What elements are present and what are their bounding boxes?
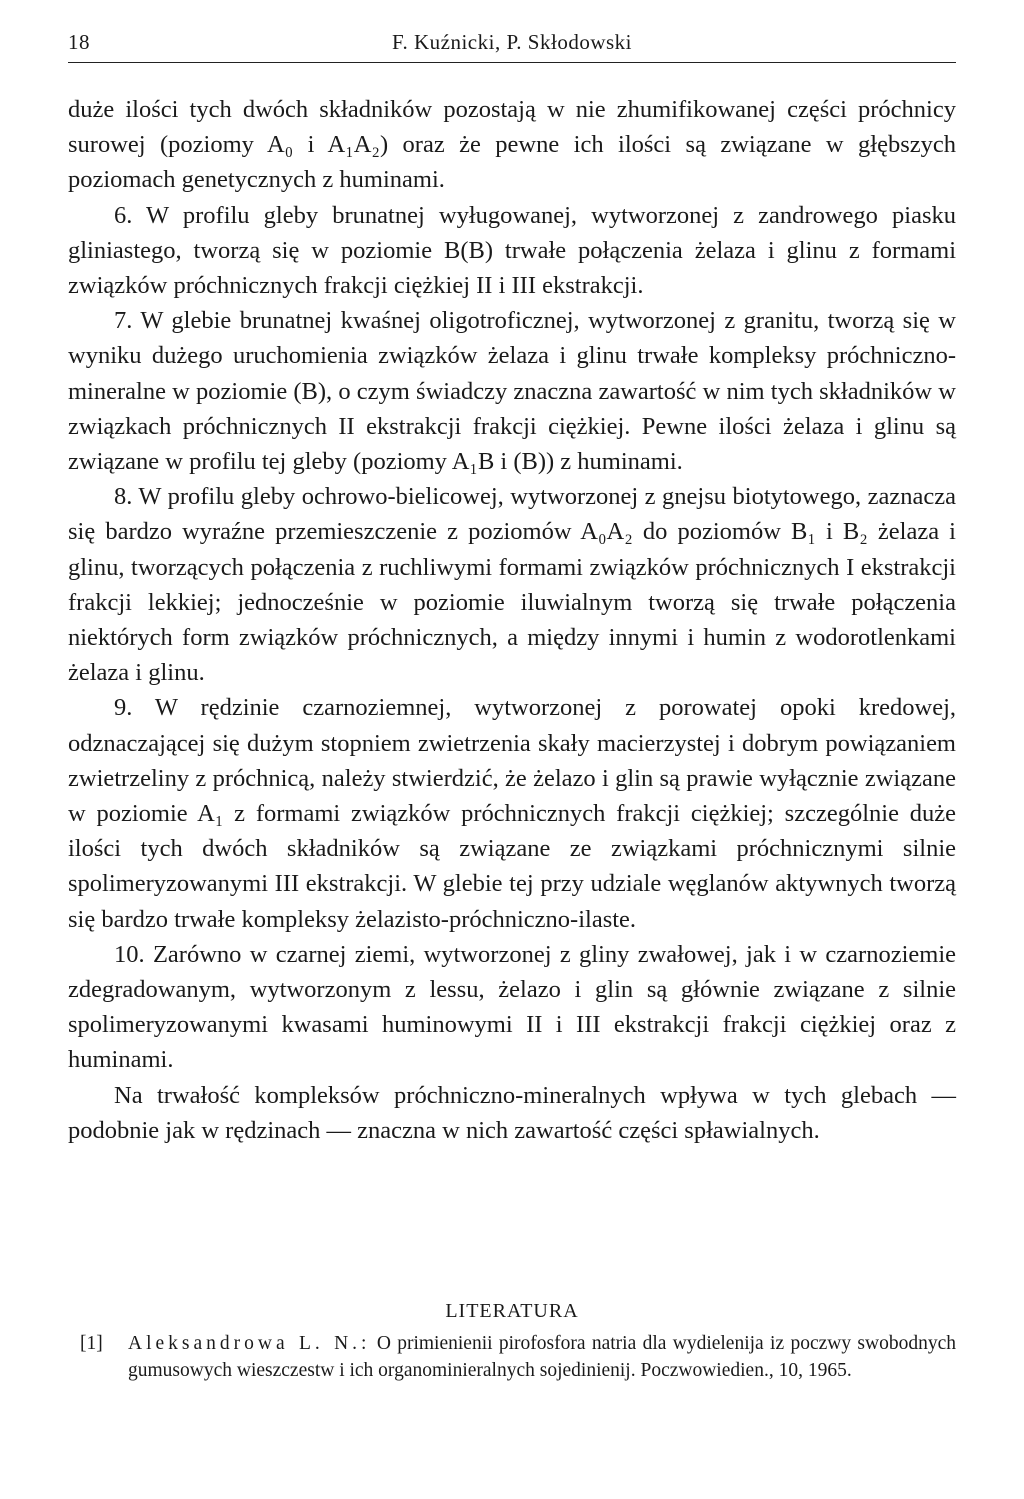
paragraph-conclusion-10: 10. Zarówno w czarnej ziemi, wytworzonej z gliny zwałowej, jak i w czarnoziemie zdegradowanym, wytworzonym z lessu, żelazo i glin są głównie związane z silnie spolimeryzowanymi kwasami huminowymi II i III ekstrakcji frakcji ciężkiej oraz z huminami. (68, 940, 956, 1074)
literature-heading: LITERATURA (445, 1300, 579, 1322)
running-head-authors: F. Kuźnicki, P. Skłodowski (391, 30, 632, 54)
paragraph-continuation: duże ilości tych dwóch składników pozostają w nie zhumifikowanej części próchnicy surowej (poziomy A₀ i A₁A₂) oraz że pewne ich ilości są związane w głębszych poziomach genetycznych z huminami. (68, 96, 956, 194)
reference-item (68, 1330, 956, 1384)
paragraph-conclusion-6: 6. W profilu gleby brunatnej wyługowanej, wytworzonej z zandrowego piasku gliniastego, tworzą się w poziomie B(B) trwałe połączenia żelaza i glinu z formami związków próchnicznych frakcji ciężkiej II i III ekstrakcji. (68, 201, 956, 300)
paragraph-conclusion-9: 9. W rędzinie czarnoziemnej, wytworzonej z porowatej opoki kredowej, odznaczającej się dużym stopniem zwietrzenia skały macierzystej i dobrym powiązaniem zwietrzeliny z próchnicą, należy stwierdzić, że żelazo i glin są prawie wyłącznie związane w poziomie A₁ z formami związków próchnicznych frakcji ciężkiej; szczególnie duże ilości tych dwóch składników są związane ze związkami próchnicznymi silnie spolimeryzowanymi III ekstrakcji. W glebie tej przy udziale węglanów aktywnych tworzą się bardzo trwałe kompleksy żelazisto-próchniczno-ilaste. (68, 694, 956, 933)
reference-text (128, 1330, 956, 1384)
header-rule (68, 62, 956, 63)
page-number: 18 (68, 30, 90, 54)
reference-body: O primienienii pirofosfora natria dla wydielenija iz poczwy swobodnych gumusowych wieszczestw i ich organominieralnych sojedinienij. Poczwowiedien., 10, 1965. (128, 1333, 957, 1381)
running-head (68, 30, 956, 62)
paragraph-closing: Na trwałość kompleksów próchniczno-mineralnych wpływa w tych glebach — podobnie jak w rędzinach — znaczna w nich zawartość części spławialnych. (68, 1081, 956, 1144)
reference-author: Aleksandrowa L. N.: (128, 1333, 371, 1354)
reference-number: [1] (80, 1333, 103, 1354)
paragraph-conclusion-7: 7. W glebie brunatnej kwaśnej oligotroficznej, wytworzonej z granitu, tworzą się w wyniku dużego uruchomienia związków żelaza i glinu trwałe kompleksy próchniczno-mineralne w poziomie (B), o czym świadczy znaczna zawartość w nim tych składników w związkach próchnicznych II ekstrakcji frakcji ciężkiej. Pewne ilości żelaza i glinu są związane w profilu tej gleby (poziomy A₁B i (B)) z huminami. (68, 307, 956, 476)
paragraph-conclusion-8: 8. W profilu gleby ochrowo-bielicowej, wytworzonej z gnejsu biotytowego, zaznacza się bardzo wyraźne przemieszczenie z poziomów A₀A₂ do poziomów B₁ i B₂ żelaza i glinu, tworzących połączenia z ruchliwymi formami związków próchnicznych I ekstrakcji frakcji lekkiej; jednocześnie w poziomie iluwialnym tworzą się trwałe połączenia niektórych form związków próchnicznych, a między innymi i humin z wodorotlenkami żelaza i glinu. (68, 483, 956, 687)
body-text (68, 92, 956, 1148)
